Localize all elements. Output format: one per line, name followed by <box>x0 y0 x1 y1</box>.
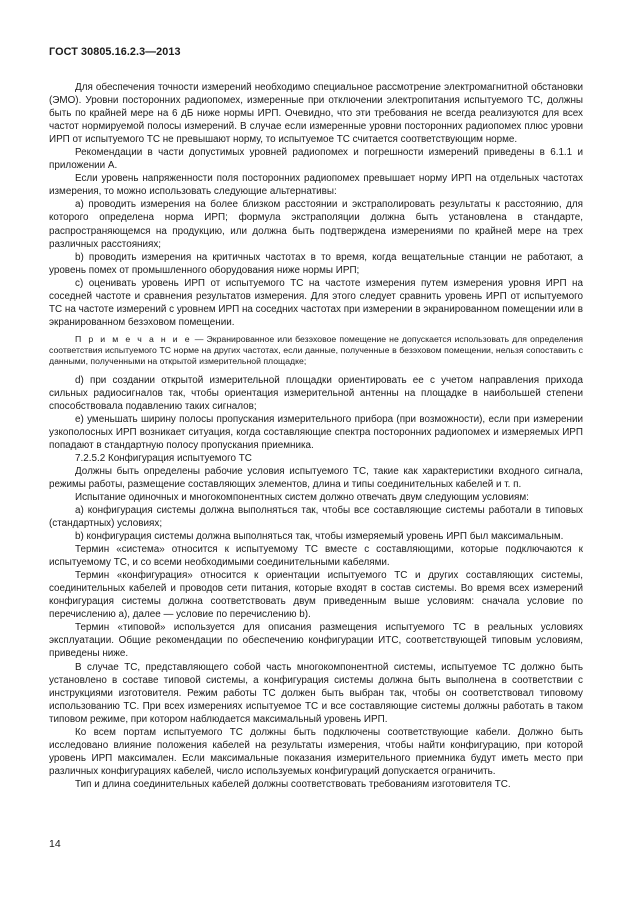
note <box>49 334 583 368</box>
page-body <box>49 81 583 791</box>
paragraph: Должны быть определены рабочие условия испытуемого ТС, такие как характеристики входного сигнала, режимы работы, размещение составляющих элементов, длина и типы соединительных кабелей и т. п. <box>49 465 583 490</box>
list-item-d: d) при создании открытой измерительной площадки ориентировать ее с учетом направления прихода сильных радиосигналов так, чтобы ориентация измерительной антенны на площадке в наибольшей степени способствовала подавлению таких сигналов; <box>49 374 583 412</box>
paragraph: Испытание одиночных и многокомпонентных систем должно отвечать двум следующим условиям: <box>75 491 529 503</box>
note-label: П р и м е ч а н и е <box>75 333 192 344</box>
section-heading: 7.2.5.2 Конфигурация испытуемого ТС <box>75 452 252 464</box>
list-item-b: b) конфигурация системы должна выполняться так, чтобы измеряемый уровень ИРП был максимальным. <box>75 531 564 543</box>
page-header: ГОСТ 30805.16.2.3—2013 <box>49 46 181 58</box>
list-item-a: a) проводить измерения на более близком расстоянии и экстраполировать результаты к расстоянию, для которого определена норма ИРП; формула экстраполяции должна быть установлена в стандарте, распространяющемся на продукцию, или должна быть подтверждена измерениями по крайней мере на трех различных расстояниях; <box>49 199 583 250</box>
paragraph: Если уровень напряженности поля посторонних радиопомех превышает норму ИРП на отдельных частотах измерения, то можно использовать следующие альтернативы: <box>49 173 583 198</box>
paragraph: Тип и длина соединительных кабелей должны соответствовать требованиям изготовителя ТС. <box>75 778 511 790</box>
list-item-b: b) проводить измерения на критичных частотах в то время, когда вещательные станции не работают, а уровень помех от промышленного оборудования ниже нормы ИРП; <box>49 251 583 276</box>
page-number: 14 <box>49 838 61 850</box>
list-item-a: a) конфигурация системы должна выполняться так, чтобы все составляющие системы работали в типовых (стандартных) условиях; <box>49 504 583 530</box>
note-text: — Экранированное или безэховое помещение не допускается использовать для определения соответствия испытуемого ТС норме на других частотах, если данные, полученные в безэховом помещении, нельзя сопоставить с данными, полученными на открытой измерительной площадке; <box>49 333 583 367</box>
paragraph: Термин «типовой» используется для описания размещения испытуемого ТС в реальных условиях эксплуатации. Общие рекомендации по обеспечению конфигурации ИТС, соответствующей типовым условиям, приведены ниже. <box>49 622 583 660</box>
paragraph: Для обеспечения точности измерений необходимо специальное рассмотрение электромагнитной обстановки (ЭМО). Уровни посторонних радиопомех, измеренные при отключении электропитания испытуемого ТС, должны быть по крайней мере на 6 дБ ниже нормы ИРП. Очевидно, что эти требования не всегда реализуются для всех частот нормируемой полосы измерений. В случае если измеренные уровни посторонних радиопомех плюс уровни ИРП от испытуемого ТС не превышают норму, то испытуемое ТС считается соответствующим норме. <box>49 82 583 146</box>
list-item-e: e) уменьшать ширину полосы пропускания измерительного прибора (при возможности), если при измерении узкополосных ИРП возникает ситуация, когда составляющие спектра посторонних радиопомех и измеряемых ИРП попадают в стандартную полосу пропускания приемника. <box>49 413 583 451</box>
paragraph: Ко всем портам испытуемого ТС должны быть подключены соответствующие кабели. Должно быть исследовано влияние положения кабелей на результаты измерения, чтобы найти конфигурацию, при которой уровень ИРП максимален. Если максимальные показания измерительного приемника будут иметь место при различных конфигурациях кабелей, число используемых конфигураций допускается ограничить. <box>49 726 583 777</box>
paragraph: Термин «конфигурация» относится к ориентации испытуемого ТС и других составляющих системы, соединительных кабелей и проводов сети питания, которые входят в состав системы. Во время всех измерений конфигурация системы должна соответствовать двум приведенным выше условиям: сначала условие по перечислению а), далее — условие по перечислению b). <box>49 570 583 621</box>
paragraph: В случае ТС, представляющего собой часть многокомпонентной системы, испытуемое ТС должно быть установлено в составе типовой системы, а конфигурация системы должна быть выполнена в соответствии с инструкциями изготовителя. Режим работы ТС должен быть выбран так, чтобы он соответствовал типовому использованию ТС. При всех измерениях испытуемое ТС и все составляющие системы должны работать в таком типовом режиме, при котором наблюдается максимальный уровень ИРП. <box>49 661 583 725</box>
list-item-c: c) оценивать уровень ИРП от испытуемого ТС на частоте измерения путем измерения уровня ИРП на соседней частоте и сравнения результатов измерения. Для этого следует сравнить уровень ИРП от испытуемого ТС на частоте измерений с уровнем ИРП на соседних частотах при измерении в экранированном помещении или в экранированном безэховом помещении. <box>49 277 583 328</box>
paragraph: Рекомендации в части допустимых уровней радиопомех и погрешности измерений приведены в 6.1.1 и приложении А. <box>49 147 583 172</box>
paragraph: Термин «система» относится к испытуемому ТС вместе с составляющими, которые подключаются к испытуемому ТС, и со всеми необходимыми соединительными кабелями. <box>49 544 583 569</box>
